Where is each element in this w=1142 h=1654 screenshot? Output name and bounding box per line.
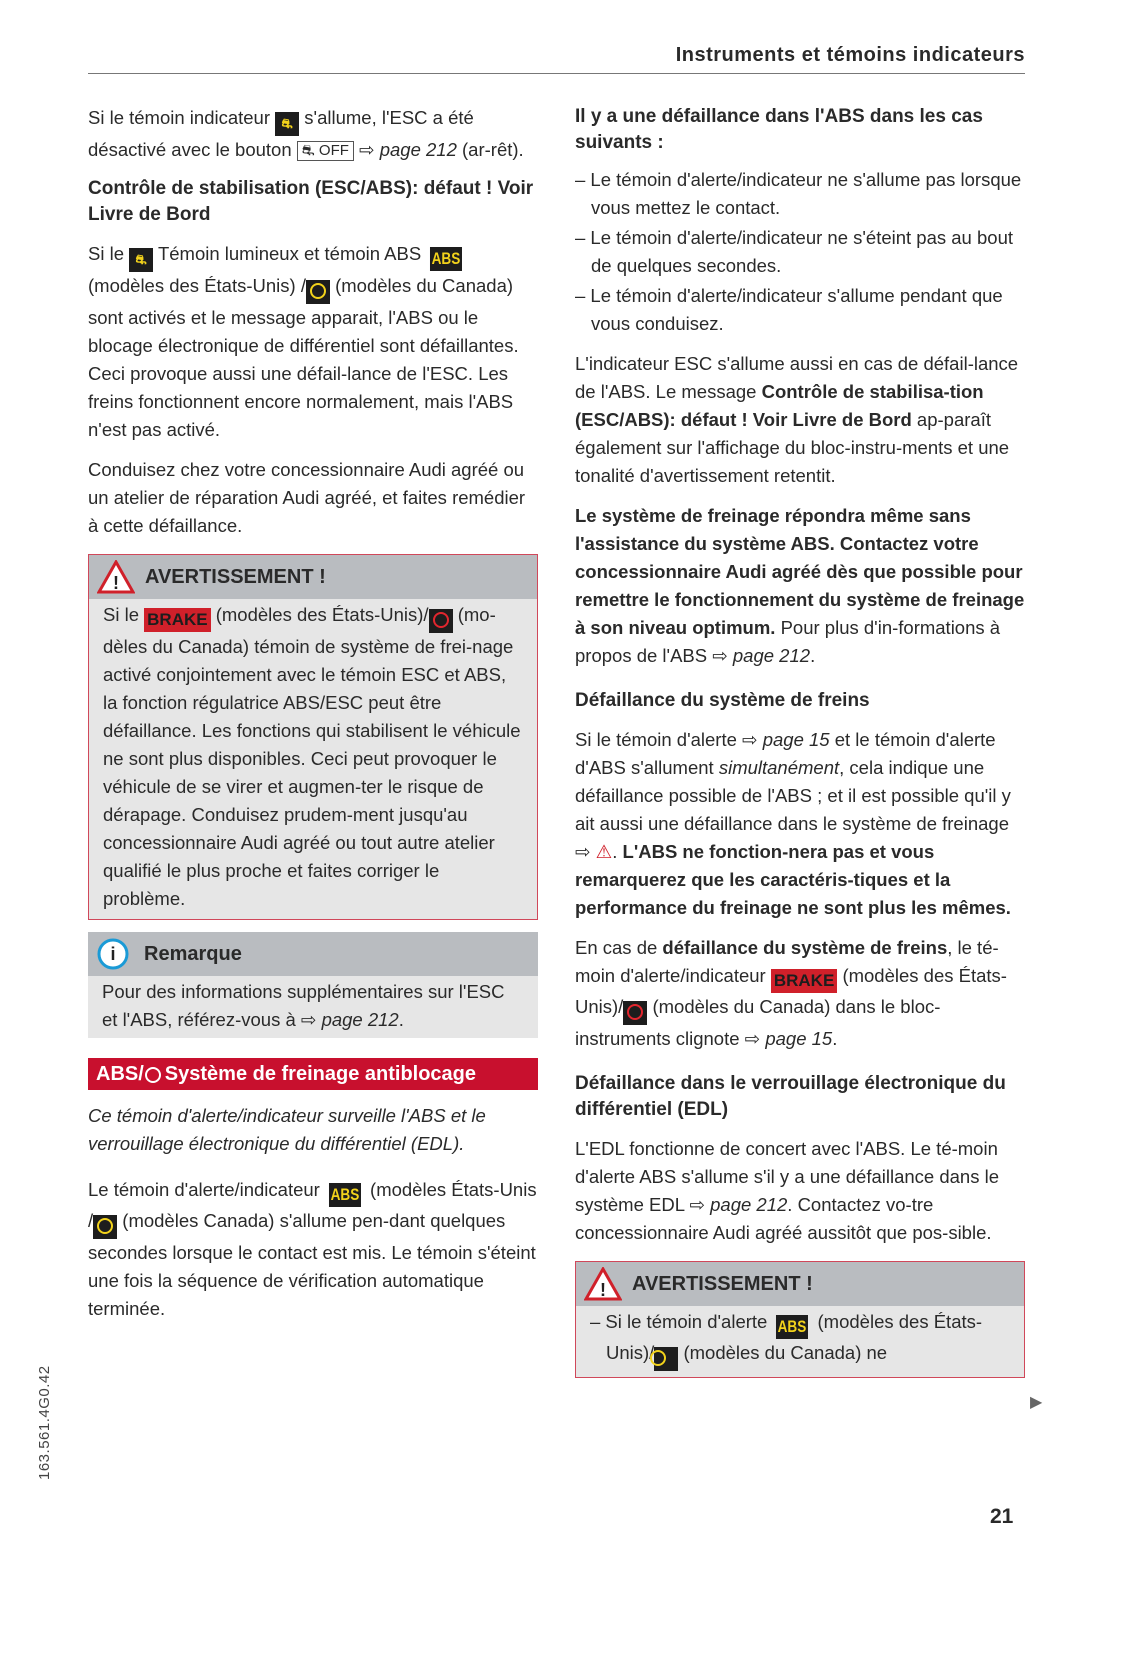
left-column [88,104,538,1335]
brake-circle-icon [429,609,453,633]
text: Si le témoin indicateur [88,107,276,128]
esc-off-button-glyph: ⛐ OFF [297,141,354,161]
text: Si le [103,604,145,625]
text: s'allume, l'ESC a été désactivé avec le bouton [88,107,474,160]
paragraph [88,240,538,444]
page-ref[interactable]: page 212 [710,1194,788,1215]
text: Contrôle de stabilisa-tion (ESC/ABS): défaut ! Voir Livre de Bord [575,381,984,430]
text: . [810,645,816,666]
text: Pour plus d'in-formations à propos de l'ABS [575,617,1001,666]
text: Si le témoin d'alerte [575,729,743,750]
text: simultanément [718,757,840,778]
abs-badge-icon: ABS [430,247,462,271]
note-box [88,932,538,1038]
text: Le témoin d'alerte/indicateur [88,1179,325,1200]
text: défaillance du système de freins [662,937,948,958]
arrow-ref: ⇨ [712,645,733,666]
arrow-ref: ⇨ [300,1009,322,1030]
esc-icon: ⛐ [129,248,153,272]
text: En cas de [575,937,663,958]
page-number: 21 [990,1505,1014,1528]
page-ref[interactable]: page 212 [379,139,457,160]
text: (modèles des États-Unis)/ [575,965,1007,1017]
warning-title: AVERTISSEMENT ! [145,566,326,588]
subheading: Il y a une défaillance dans l'ABS dans les cas suivants : [575,106,983,153]
page-ref[interactable]: page 15 [762,729,830,750]
svg-text:i: i [110,944,116,964]
text: , le té-moin d'alerte/indicateur [575,937,999,986]
paragraph: Conduisez chez votre concessionnaire Audi agréé ou un atelier de réparation Audi agréé, et faites remédier à cette défaillance. [88,459,526,536]
right-column [575,104,1025,1390]
page-ref[interactable]: page 212 [321,1009,399,1030]
text: – Si le témoin d'alerte [590,1311,773,1332]
svg-text:!: ! [113,573,119,593]
abs-badge-icon: ABS [329,1183,361,1207]
abs-circle-icon [306,280,330,304]
list-item: – Le témoin d'alerte/indicateur ne s'éteint pas au bout de quelques secondes. [575,227,1013,276]
text: (modèles États-Unis / [88,1179,537,1231]
text: Le système de freinage répondra même sans l'assistance du système ABS. Contactez votre concessionnaire Audi agréé dès que possible pour remettre le fonctionnement du système de freinage à son niveau optimum. [575,505,1025,638]
text: ABS/ [96,1063,144,1085]
document-code: 163.561.4G0.42 [36,1365,53,1480]
text: (modèles des États-Unis)/ [606,1311,983,1363]
text: Système de freinage antiblocage [164,1063,477,1085]
paragraph [88,1176,538,1323]
warning-triangle-icon [584,1267,622,1301]
triangle-right-icon: ▶ [1030,1394,1043,1411]
warning-title: AVERTISSEMENT ! [632,1273,813,1295]
text: L'ABS ne fonction-nera pas et vous remarquerez que les caractéris-tiques et la performance du freinage ne sont plus les mêmes. [575,841,1011,918]
section-heading [88,1058,538,1090]
section-intro: Ce témoin d'alerte/indicateur surveille l'ABS et le verrouillage électronique du différentiel (EDL). [88,1105,486,1154]
svg-text:!: ! [600,1280,606,1300]
text: (modèles des États-Unis) / [88,275,306,296]
text: ap-paraît également sur l'affichage du bloc-instru-ments et une tonalité d'avertissement retentit. [575,409,1010,486]
text: et le témoin d'alerte d'ABS s'allument [575,729,996,778]
page-ref[interactable]: page 15 [765,1028,833,1049]
running-header: Instruments et témoins indicateurs [88,44,1025,74]
text: Pour des informations supplémentaires sur l'ESC et l'ABS, référez-vous à [102,981,505,1030]
text: (modèles du Canada) sont activés et le message apparait, l'ABS ou le blocage électronique de différentiel sont défaillantes. Ceci provoque aussi une défail-lance de l'ESC. Les freins fonctionnent encore normalement, mais l'ABS n'est pas activé. [88,275,519,440]
arrow-ref: ⇨ [689,1194,711,1215]
text: . [832,1028,838,1049]
arrow-ref: ⇨ [744,1028,766,1049]
paragraph [575,350,1025,490]
text: . [612,841,623,862]
text: Témoin lumineux et témoin ABS [157,243,427,264]
paragraph [575,1135,1025,1247]
note-title: Remarque [144,943,242,965]
text: . [398,1009,404,1030]
abs-circle-icon [654,1347,678,1371]
arrow-ref: ⇨ [742,729,763,750]
text: (mo-dèles du Canada) témoin de système de frei-nage activé conjointement avec le témoin ESC et ABS, la fonction régulatrice ABS/ESC peut être défaillance. Les fonctions qui stabilisent le véhicule ne sont plus disponibles. Ceci peut provoquer le véhicule de se virer et augmen-ter le risque de dérapage. Conduisez prudem-ment jusqu'au concessionnaire Audi agréé ou tout autre atelier qualifié le plus proche et faites corriger le problème. [103,604,521,909]
abs-circle-icon [145,1067,161,1083]
arrow-ref: ⇨ [575,841,596,862]
brake-badge-icon: BRAKE [144,608,210,632]
warning-box [575,1261,1025,1378]
text: (modèles du Canada) dans le bloc-instruments clignote [575,996,941,1049]
text: (modèles Canada) s'allume pen-dant quelques secondes lorsque le contact est mis. Le témoin s'éteint une fois la séquence de vérification automatique terminée. [88,1210,536,1319]
paragraph [88,104,538,164]
info-icon [96,937,134,971]
text: (modèles des États-Unis)/ [215,604,429,625]
subheading: Contrôle de stabilisation (ESC/ABS): défaut ! Voir Livre de Bord [88,178,534,225]
subheading: Défaillance du système de freins [575,690,870,711]
text: . Contactez vo-tre concessionnaire Audi agréé aussitôt que pos-sible. [575,1194,992,1243]
warning-box [88,554,538,920]
text: L'EDL fonctionne de concert avec l'ABS. Le té-moin d'alerte ABS s'allume s'il y a une défaillance dans le système EDL [575,1138,1000,1215]
brake-badge-icon: BRAKE [771,969,837,993]
warning-triangle-icon: ⚠ [595,841,613,862]
brake-circle-icon [623,1001,647,1025]
abs-badge-icon: ABS [776,1315,808,1339]
list-item: – Le témoin d'alerte/indicateur s'allume pendant que vous conduisez. [575,285,1003,334]
text: , cela indique une défaillance possible de l'ABS ; et il est possible qu'il y ait aussi une défaillance dans le système de freinage [575,757,1011,834]
off-label: OFF [318,142,349,159]
warning-triangle-icon [97,560,135,594]
text: L'indicateur ESC s'allume aussi en cas de défail-lance de l'ABS. Le message [575,353,1019,402]
paragraph [575,502,1025,670]
esc-off-icon: ⛐ [275,112,299,136]
paragraph [575,934,1025,1053]
arrow-ref: ⇨ [359,139,380,160]
subheading: Défaillance dans le verrouillage électronique du différentiel (EDL) [575,1073,1006,1120]
text: (ar-rêt). [456,139,524,160]
abs-circle-icon [93,1215,117,1239]
text: (modèles du Canada) ne [683,1342,888,1363]
page-ref[interactable]: page 212 [732,645,811,666]
list-item: – Le témoin d'alerte/indicateur ne s'allume pas lorsque vous mettez le contact. [575,169,1022,218]
paragraph [575,726,1025,922]
text: Si le [88,243,130,264]
